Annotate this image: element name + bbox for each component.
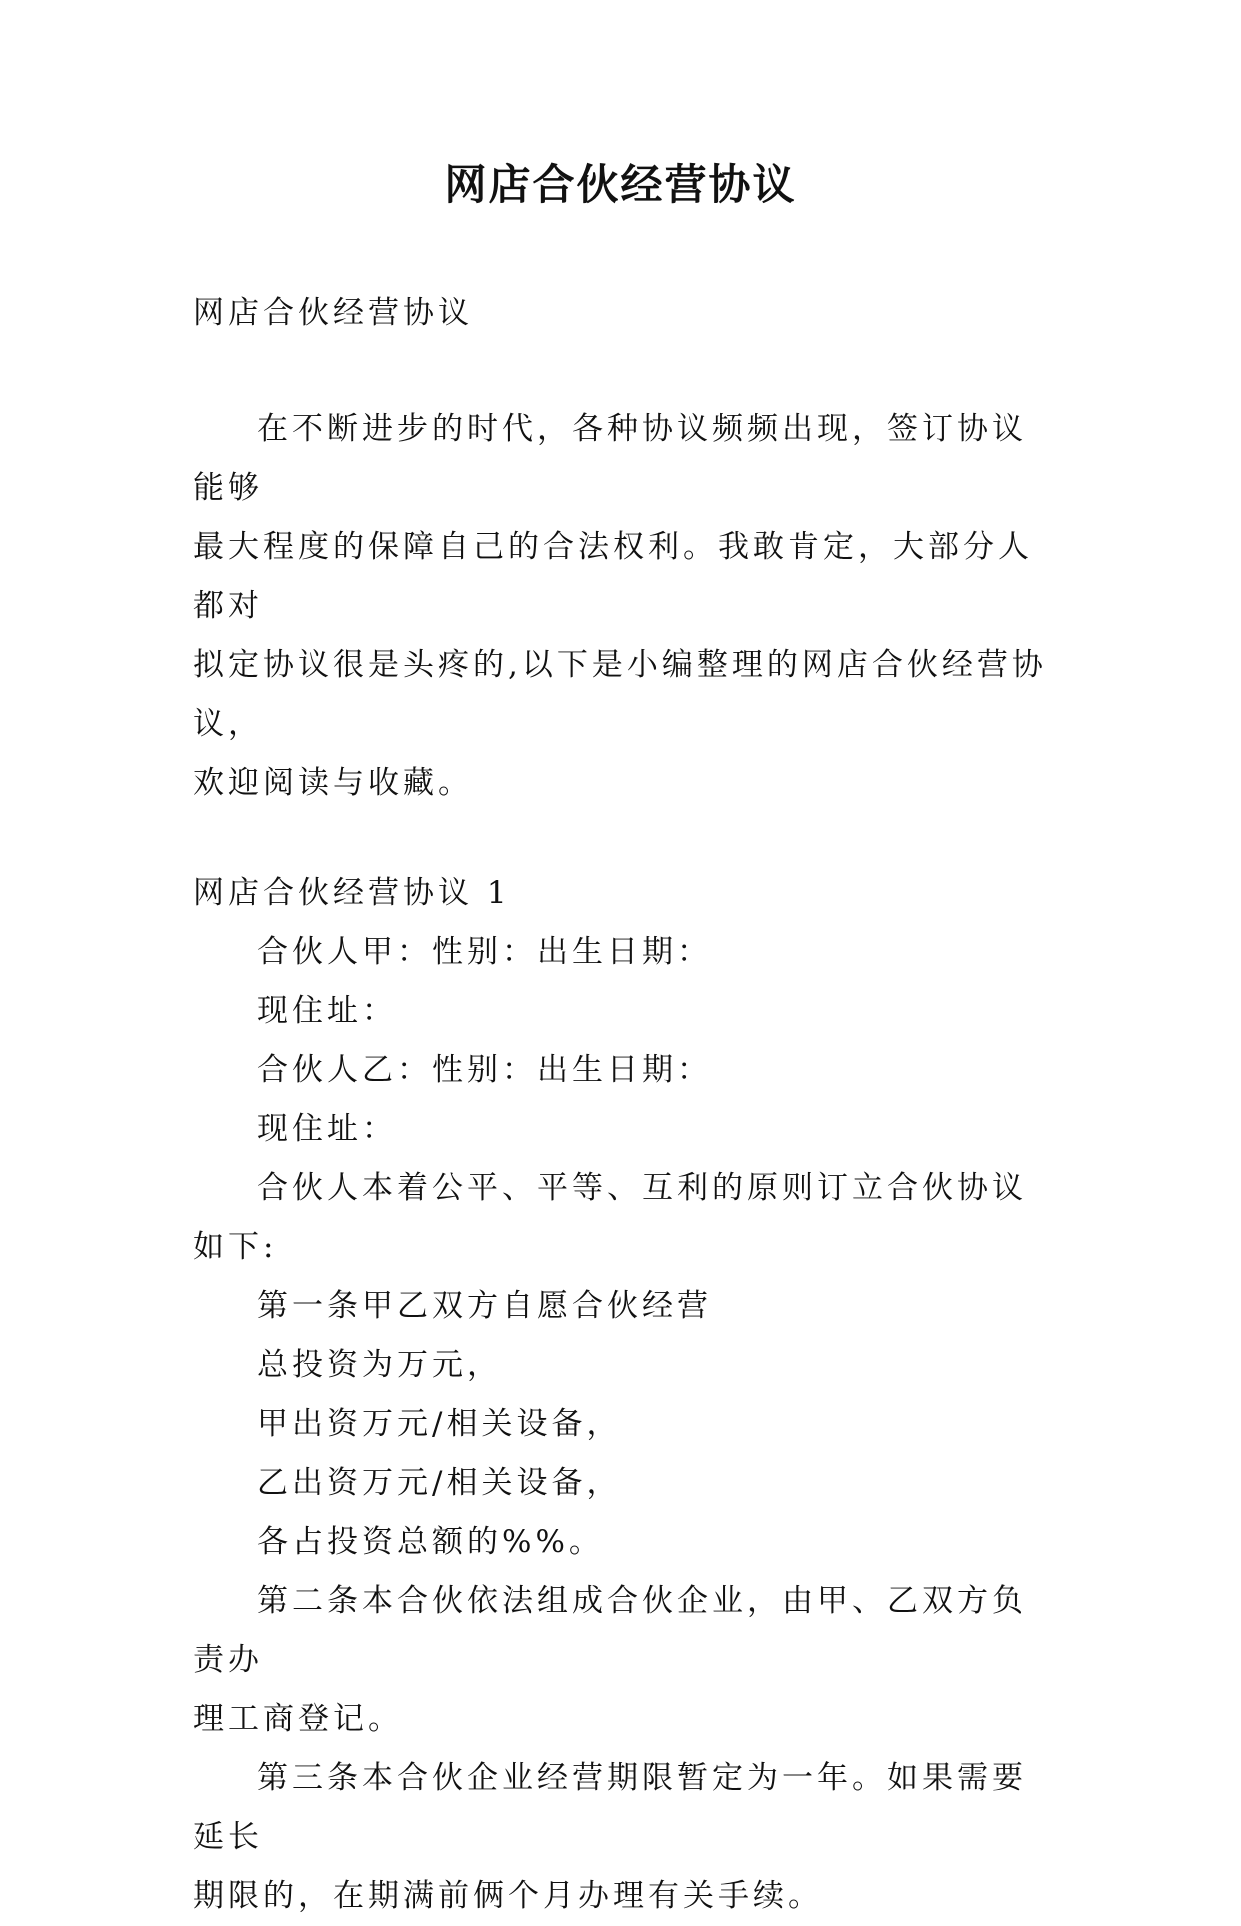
clause-line: 现住址： bbox=[257, 1111, 397, 1147]
clause-line: 合伙人乙：性别：出生日期： bbox=[257, 1052, 712, 1088]
clause-line: 各占投资总额的%%。 bbox=[257, 1524, 604, 1560]
clause-line: 现住址： bbox=[257, 993, 397, 1029]
spacer bbox=[193, 343, 1055, 400]
intro-line: 欢迎阅读与收藏。 bbox=[193, 765, 473, 801]
intro-line: 在不断进步的时代，各种协议频频出现，签订协议能够 bbox=[193, 411, 1027, 506]
spacer bbox=[193, 813, 1055, 864]
article-line: 理工商登记。 bbox=[193, 1701, 403, 1737]
clause-line: 合伙人本着公平、平等、互利的原则订立合伙协议如下: bbox=[193, 1170, 1027, 1265]
document-title: 网店合伙经营协议 bbox=[444, 160, 797, 209]
document-subtitle: 网店合伙经营协议 bbox=[193, 295, 473, 331]
article-three bbox=[193, 1749, 1055, 1926]
document-body bbox=[193, 284, 1055, 1926]
intro-line: 拟定协议很是头疼的,以下是小编整理的网店合伙经营协议， bbox=[193, 647, 1047, 742]
article-line: 期限的，在期满前俩个月办理有关手续。 bbox=[193, 1878, 823, 1914]
intro-line: 最大程度的保障自己的合法权利。我敢肯定，大部分人都对 bbox=[193, 529, 1033, 624]
article-line: 第二条本合伙依法组成合伙企业，由甲、乙双方负责办 bbox=[193, 1583, 1027, 1678]
clause-line: 乙出资万元/相关设备， bbox=[257, 1465, 622, 1501]
intro-paragraph bbox=[193, 400, 1055, 813]
clause-line: 第一条甲乙双方自愿合伙经营 bbox=[257, 1288, 712, 1324]
clause-line: 甲出资万元/相关设备， bbox=[257, 1406, 622, 1442]
article-line: 第三条本合伙企业经营期限暂定为一年。如果需要延长 bbox=[193, 1760, 1027, 1855]
clause-line: 总投资为万元， bbox=[257, 1347, 502, 1383]
section-heading: 网店合伙经营协议 1 bbox=[193, 875, 511, 911]
article-two bbox=[193, 1572, 1055, 1749]
clause-line: 合伙人甲：性别：出生日期： bbox=[257, 934, 712, 970]
agreement-clauses bbox=[193, 923, 1055, 1572]
